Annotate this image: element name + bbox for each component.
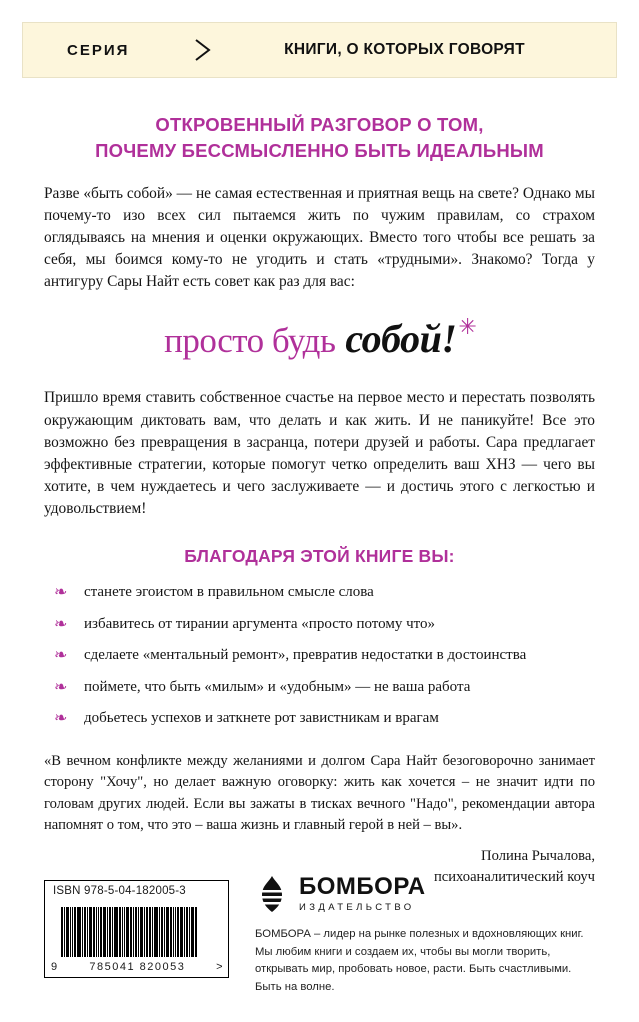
list-item-label: поймете, что быть «милым» и «удобным» — не ваша работа bbox=[84, 678, 471, 695]
benefits-heading: БЛАГОДАРЯ ЭТОЙ КНИГЕ ВЫ: bbox=[184, 546, 455, 567]
book-title-logo bbox=[44, 315, 595, 371]
list-item-label: сделаете «ментальный ремонт», превратив недостатки в достоинства bbox=[84, 647, 527, 664]
publisher-blurb: БОМБОРА – лидер на рынке полезных и вдохновляющих книг. Мы любим книги и создаем их, чтобы вы могли творить, открывать мир, пробовать новое, расти. Быть счастливыми. Быть на волне. bbox=[255, 928, 584, 993]
page-title bbox=[44, 112, 595, 165]
quote-bullet-icon: ❧ bbox=[54, 615, 68, 633]
isbn-barcode-block bbox=[44, 880, 229, 978]
list-item bbox=[54, 615, 595, 635]
list-item bbox=[54, 646, 595, 666]
publisher-name: БОМБОРА bbox=[299, 873, 426, 900]
list-item bbox=[54, 678, 595, 698]
title-italic-part: собой! bbox=[345, 316, 457, 362]
benefits-list bbox=[44, 583, 595, 729]
review-role: психоаналитический коуч bbox=[433, 868, 595, 885]
bombora-logo-icon bbox=[255, 874, 289, 914]
list-item bbox=[54, 709, 595, 729]
headline-line-2: ПОЧЕМУ БЕССМЫСЛЕННО БЫТЬ ИДЕАЛЬНЫМ bbox=[95, 140, 544, 162]
cover-content bbox=[0, 112, 639, 887]
publisher-block bbox=[255, 874, 609, 996]
quote-bullet-icon: ❧ bbox=[54, 647, 68, 665]
review-author: Полина Рычалова, bbox=[481, 848, 595, 865]
asterisk-icon: ✳ bbox=[458, 314, 477, 340]
list-item bbox=[54, 583, 595, 603]
second-paragraph: Пришло время ставить собственное счастье на первое место и перестать позволять окружающим диктовать вам, что делать и как жить. И не паникуйте! Все это возможно без превращения в засранца, потери друзей и работы. Сара предлагает эффективные стратегии, которые помогут четко определить ваш ХНЗ — чего вы хотите, в чем нуждаетесь и чего заслуживаете — и достичь этого с легкостью и удовольствием! bbox=[44, 389, 595, 518]
publisher-subtitle: ИЗДАТЕЛЬСТВО bbox=[299, 902, 415, 913]
list-item-label: добьетесь успехов и заткнете рот завистникам и врагам bbox=[84, 710, 439, 727]
title-plain-part: просто будь bbox=[164, 321, 336, 361]
quote-bullet-icon: ❧ bbox=[54, 678, 68, 696]
barcode-bars bbox=[61, 907, 213, 957]
list-item-label: станете эгоистом в правильном смысле слова bbox=[84, 584, 374, 601]
book-back-cover bbox=[0, 22, 639, 1022]
barcode-left-digit: 9 bbox=[51, 961, 59, 973]
barcode bbox=[44, 901, 229, 978]
intro-paragraph: Разве «быть собой» — не самая естественная и приятная вещь на свете? Однако мы почему-то изо всех сил пытаемся жить по чужим правилам, со страхом оглядываясь на мнения и оценки окружающих. Вместо того чтобы все решать за себя, мы боимся кому-то не угодить и стать «трудными». Знакомо? Тогда у антигуру Сары Найт есть совет как раз для вас: bbox=[44, 184, 595, 291]
quote-bullet-icon: ❧ bbox=[54, 584, 68, 602]
barcode-right-digit: > bbox=[216, 961, 224, 973]
list-item-label: избавитесь от тирании аргумента «просто потому что» bbox=[84, 615, 436, 632]
series-title: КНИГИ, О КОТОРЫХ ГОВОРЯТ bbox=[284, 41, 525, 58]
series-banner bbox=[22, 22, 617, 78]
isbn-number: ISBN 978-5-04-182005-3 bbox=[44, 880, 229, 901]
headline-line-1: ОТКРОВЕННЫЙ РАЗГОВОР О ТОМ, bbox=[155, 114, 484, 135]
quote-bullet-icon: ❧ bbox=[54, 710, 68, 728]
review-quote: «В вечном конфликте между желаниями и долгом Сара Найт безоговорочно занимает сторону "Хочу", но делает важную оговорку: жить как хочется – не значит идти по головам других людей. Если вы зажаты в тисках вечного "Надо", рекомендации автора напомнят о том, что это – ваша жизнь и главный герой в ней – вы». bbox=[44, 752, 595, 833]
barcode-digits bbox=[51, 961, 224, 973]
series-label: СЕРИЯ bbox=[67, 41, 130, 59]
barcode-main-digits: 785041 820053 bbox=[89, 961, 186, 973]
chevron-right-icon bbox=[183, 37, 223, 63]
publisher-logo-row bbox=[255, 874, 609, 914]
